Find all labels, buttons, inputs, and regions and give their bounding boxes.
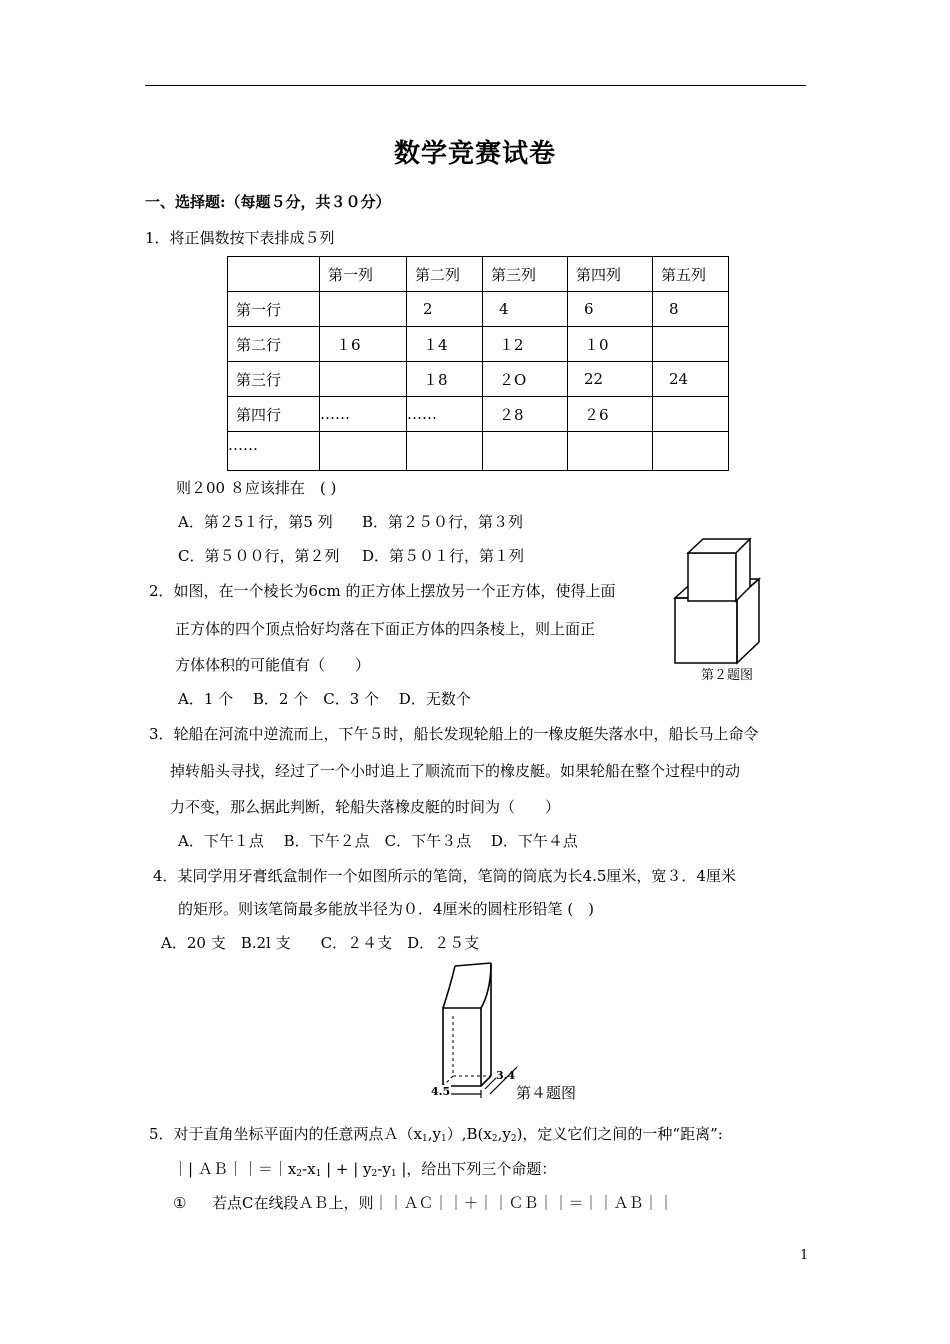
section-heading: 一、选择题:（每题５分，共３０分） — [145, 193, 391, 211]
table-cell: 8 — [653, 292, 729, 327]
table-cell: 2 — [407, 292, 483, 327]
table-row — [228, 292, 729, 327]
q4-dim-length: 4.5 — [431, 1085, 451, 1098]
q2-line2: 正方体的四个顶点恰好均落在下面正方体的四条棱上，则上面正 — [175, 620, 596, 638]
table-cell: 22 — [568, 362, 653, 397]
q4-figure-caption: 第４题图 — [516, 1084, 577, 1102]
table-cell: 第一行 — [228, 292, 320, 327]
table-cell — [228, 257, 320, 292]
table-cell: 第二列 — [407, 257, 483, 292]
table-row — [228, 362, 729, 397]
q2-figure-caption: 第２题图 — [701, 668, 754, 683]
table-cell: １8 — [407, 362, 483, 397]
table-cell — [320, 292, 407, 327]
table-cell — [568, 432, 653, 471]
q1-stem: 1．将正偶数按下表排成５列 — [145, 229, 335, 247]
table-cell — [320, 362, 407, 397]
table-row — [228, 432, 729, 471]
table-cell — [407, 432, 483, 471]
table-row — [228, 327, 729, 362]
table-cell: …… — [320, 397, 407, 432]
table-cell: １2 — [483, 327, 568, 362]
table-cell: １0 — [568, 327, 653, 362]
table-cell: ２6 — [568, 397, 653, 432]
table-cell: 第四行 — [228, 397, 320, 432]
table-cell — [653, 327, 729, 362]
stacked-cubes-figure — [670, 534, 770, 664]
page-title: 数学竞赛试卷 — [393, 139, 556, 169]
q4-dim-width: 3.4 — [496, 1069, 516, 1082]
q3-line3: 力不变，那么据此判断，轮船失落橡皮艇的时间为（ ） — [170, 798, 561, 816]
q1-option-b: B．第２５０行，第３列 — [362, 513, 524, 531]
table-cell: …… — [407, 397, 483, 432]
q1-option-c: C．第５００行，第２列 — [178, 547, 340, 565]
table-cell: 第三行 — [228, 362, 320, 397]
table-cell — [653, 397, 729, 432]
table-cell — [483, 432, 568, 471]
even-number-table — [227, 256, 729, 471]
table-cell: 第四列 — [568, 257, 653, 292]
q2-line1: 2．如图，在一个棱长为6cm 的正方体上摆放另一个正方体，使得上面 — [149, 582, 616, 600]
header-rule — [145, 85, 806, 86]
q4-options: A．20 支 B.2l 支 C．２４支 D．２５支 — [161, 934, 480, 952]
table-cell — [320, 432, 407, 471]
table-cell: １4 — [407, 327, 483, 362]
q3-line1: 3．轮船在河流中逆流而上，下午５时，船长发现轮船上的一橡皮艇失落水中，船长马上命令 — [149, 725, 759, 743]
table-cell: ２O — [483, 362, 568, 397]
table-cell: 第五列 — [653, 257, 729, 292]
q5-item1-number: ① — [173, 1194, 187, 1212]
table-cell: 6 — [568, 292, 653, 327]
q2-line3: 方体体积的可能值有（ ） — [175, 656, 371, 674]
table-cell: ２8 — [483, 397, 568, 432]
table-cell: 第三列 — [483, 257, 568, 292]
table-cell: 第二行 — [228, 327, 320, 362]
q5-item1: 若点C在线段ＡＢ上，则｜｜ＡＣ｜｜＋｜｜ＣＢ｜｜＝｜｜ＡＢ｜｜ — [212, 1194, 674, 1212]
q5-line2: ｜| $AB||=|x_2-x_1$ | + | $y_2-y_1$ |，给出下列三个命题： — [173, 1160, 557, 1179]
table-row — [228, 397, 729, 432]
q5-line1: 5．对于直角坐标平面内的任意两点$A(x_1,y_1),B(x_2,y_2)$，定义它们之间的一种“距离”: — [149, 1125, 723, 1144]
table-cell: 第一列 — [320, 257, 407, 292]
q1-question: 则２00 ８应该排在 ( ) — [176, 479, 337, 497]
table-cell — [653, 432, 729, 471]
q3-options: A．下午１点 B．下午２点 C．下午３点 D．下午４点 — [178, 832, 578, 850]
page-number: 1 — [800, 1248, 809, 1263]
q1-option-d: D．第５０１行，第１列 — [362, 547, 525, 565]
table-cell: 4 — [483, 292, 568, 327]
table-cell: １6 — [320, 327, 407, 362]
table-header-row — [228, 257, 729, 292]
table-cell: 24 — [653, 362, 729, 397]
q3-line2: 掉转船头寻找，经过了一个小时追上了顺流而下的橡皮艇。如果轮船在整个过程中的动 — [170, 762, 741, 780]
q1-option-a: A．第２5１行，第5 列 — [178, 513, 333, 531]
table-cell: …… — [228, 432, 320, 471]
q4-line1: 4．某同学用牙膏纸盒制作一个如图所示的笔筒，笔筒的筒底为长4.5厘米，宽３．4厘米 — [153, 867, 736, 885]
q2-options: A．1 个 B．2 个 C．3 个 D．无数个 — [178, 690, 471, 708]
q4-line2: 的矩形。则该笔筒最多能放半径为０．4厘米的圆柱形铅笔 ( ) — [178, 900, 595, 918]
